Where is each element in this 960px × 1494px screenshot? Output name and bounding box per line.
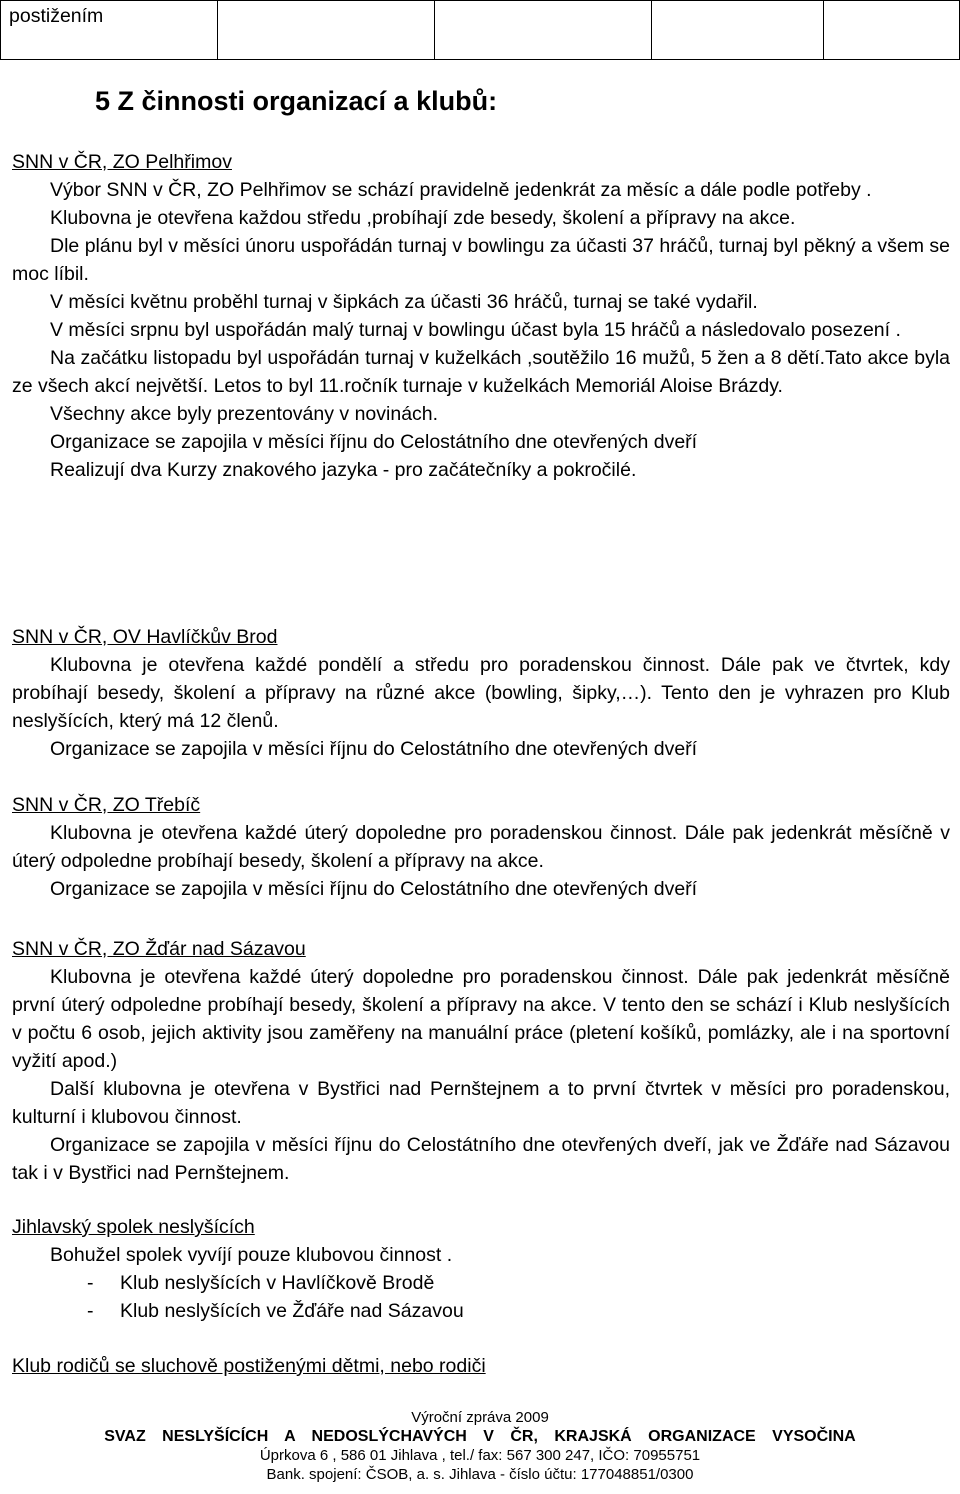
paragraph: Klubovna je otevřena každé úterý dopoledne pro poradenskou činnost. Dále pak jedenkrát měsíčně první úterý odpoledne probíhají besedy, školení a přípravy na akce. V tento den se schází i Klub neslyšících v počtu 6 osob, jejich aktivity jsou zaměřeny na manuální práce (pletení košíků, pomlázky, ale i na sportovní vyžití apod.) — [12, 966, 950, 1072]
paragraph: Organizace se zapojila v měsíci říjnu do Celostátního dne otevřených dveří — [50, 738, 698, 760]
club-list — [12, 1269, 950, 1325]
paragraph: Výbor SNN v ČR, ZO Pelhřimov se schází pravidelně jedenkrát za měsíc a dále podle potřeby . — [50, 179, 872, 201]
paragraph: Všechny akce byly prezentovány v novinách. — [50, 403, 439, 425]
list-dash: - — [87, 1300, 94, 1322]
section-heading: SNN v ČR, ZO Pelhřimov — [12, 151, 232, 173]
section-trebic — [12, 791, 950, 903]
paragraph: Klubovna je otevřena každé úterý dopoledne pro poradenskou činnost. Dále pak jedenkrát měsíčně v úterý odpoledne probíhají besedy, školení a přípravy na akce. — [12, 822, 950, 872]
section-heading: SNN v ČR, OV Havlíčkův Brod — [12, 626, 278, 648]
paragraph: Dle plánu byl v měsíci únoru uspořádán turnaj v bowlingu za účasti 37 hráčů, turnaj byl pěkný a všem se moc líbil. — [12, 235, 950, 285]
footer-address: Úprkova 6 , 586 01 Jihlava , tel./ fax: 567 300 247, IČO: 70955751 — [259, 1447, 701, 1464]
list-item — [12, 1297, 950, 1325]
list-item — [12, 1269, 950, 1297]
paragraph: Bohužel spolek vyvíjí pouze klubovou činnost . — [50, 1244, 453, 1266]
page-footer — [0, 1408, 960, 1484]
paragraph: Na začátku listopadu byl uspořádán turnaj v kuželkách ,soutěžilo 16 mužů, 5 žen a 8 dětí.Tato akce byla ze všech akcí největší. Letos to byl 11.ročník turnaje v kuželkách Memoriál Aloise Brázdy. — [12, 347, 950, 397]
section-jihlava — [12, 1213, 950, 1325]
list-dash: - — [87, 1272, 94, 1294]
section-heading: Jihlavský spolek neslyšících — [12, 1216, 255, 1238]
footer-bank: Bank. spojení: ČSOB, a. s. Jihlava - číslo účtu: 177048851/0300 — [266, 1466, 694, 1483]
paragraph: Další klubovna je otevřena v Bystřici nad Pernštejnem a to první čtvrtek v měsíci pro poradenskou, kulturní i klubovou činnost. — [12, 1078, 950, 1128]
paragraph: Organizace se zapojila v měsíci říjnu do Celostátního dne otevřených dveří, jak ve Žďáře nad Sázavou tak i v Bystřici nad Pernštejnem. — [12, 1134, 950, 1184]
paragraph: V měsíci srpnu byl uspořádán malý turnaj v bowlingu účast byla 15 hráčů a následovalo posezení . — [50, 319, 901, 341]
section-heading: SNN v ČR, ZO Třebíč — [12, 794, 201, 816]
section-zdar — [12, 935, 950, 1187]
paragraph: V měsíci květnu proběhl turnaj v šipkách za účasti 36 hráčů, turnaj se také vydařil. — [50, 291, 758, 313]
footer-organization: SVAZ NESLYŠÍCÍCH A NEDOSLÝCHAVÝCH V ČR, KRAJSKÁ ORGANIZACE VYSOČINA — [104, 1428, 856, 1445]
paragraph: Organizace se zapojila v měsíci říjnu do Celostátního dne otevřených dveří — [50, 878, 698, 900]
header-cell-text: postižením — [1, 1, 218, 60]
section-klub-rodicu — [12, 1352, 950, 1380]
header-cell-empty — [652, 1, 824, 60]
paragraph: Organizace se zapojila v měsíci říjnu do Celostátního dne otevřených dveří — [50, 431, 698, 453]
section-havlickuv-brod — [12, 623, 950, 763]
section-heading: SNN v ČR, ZO Žďár nad Sázavou — [12, 938, 306, 960]
list-item-text: Klub neslyšících ve Žďáře nad Sázavou — [120, 1300, 464, 1322]
header-cell-empty — [218, 1, 435, 60]
section-heading: Klub rodičů se sluchově postiženými dětmi, nebo rodiči — [12, 1355, 486, 1377]
list-item-text: Klub neslyšících v Havlíčkově Brodě — [120, 1272, 435, 1294]
footer-report: Výroční zpráva 2009 — [411, 1409, 549, 1426]
header-cell-empty — [435, 1, 652, 60]
paragraph: Klubovna je otevřena každé pondělí a středu pro poradenskou činnost. Dále pak ve čtvrtek, kdy probíhají besedy, školení a přípravy na různé akce (bowling, šipky,…). Tento den je vyhrazen pro Klub neslyšících, který má 12 členů. — [12, 654, 950, 732]
chapter-title: 5 Z činnosti organizací a klubů: — [95, 86, 498, 116]
header-table — [0, 0, 960, 60]
header-cell-empty — [824, 1, 960, 60]
paragraph: Klubovna je otevřena každou středu ,probíhají zde besedy, školení a přípravy na akce. — [50, 207, 796, 229]
paragraph: Realizují dva Kurzy znakového jazyka - pro začátečníky a pokročilé. — [50, 459, 637, 481]
section-pelhrimov — [12, 148, 950, 484]
